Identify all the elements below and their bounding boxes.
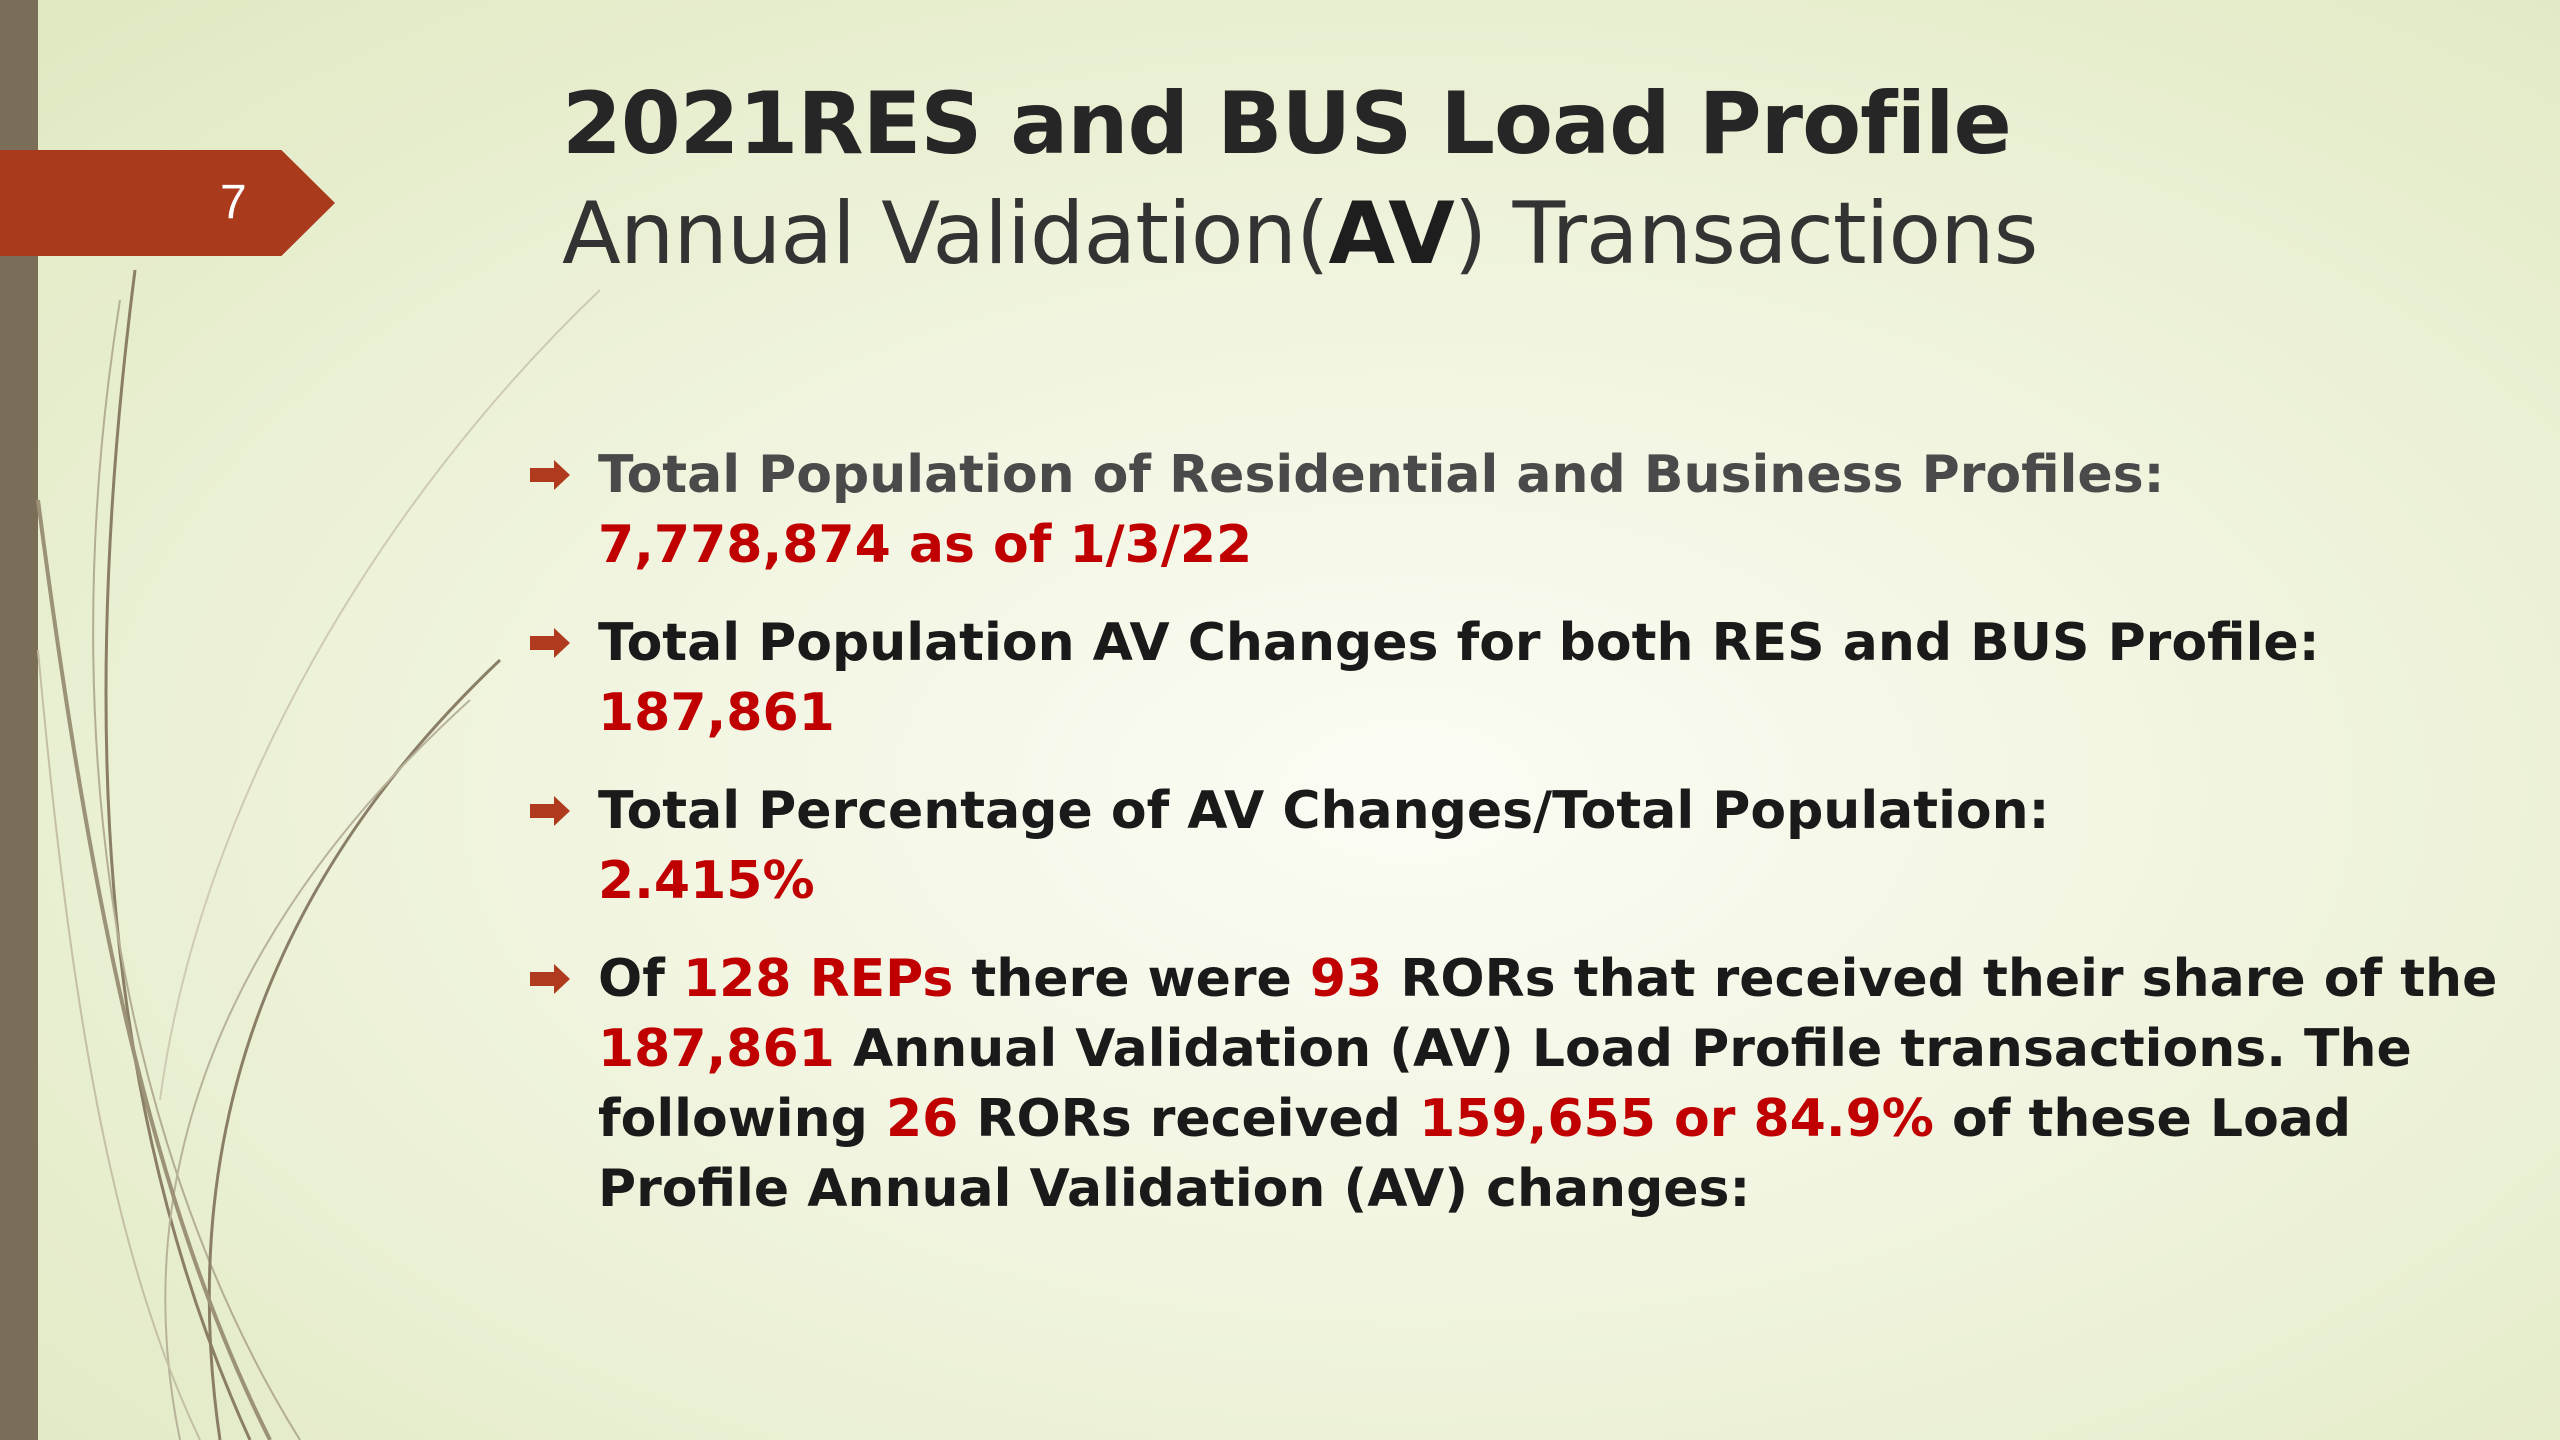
- bullet-ror-summary: [530, 944, 2520, 1224]
- bullet-label: Total Population of Residential and Business Profiles:: [598, 445, 2165, 505]
- text-segment: there were: [953, 949, 1310, 1009]
- slide-number-tab: [0, 150, 335, 256]
- top-ror-count: 26: [885, 1089, 959, 1149]
- top-ror-share: 159,655 or 84.9%: [1419, 1089, 1934, 1149]
- text-segment: of these Load Profile Annual Validation (AV) changes:: [598, 1089, 2352, 1219]
- bullet-value: 2.415%: [598, 851, 815, 911]
- bullet-value: 187,861: [598, 683, 835, 743]
- arrow-bullet-icon: [530, 460, 570, 490]
- bullet-value: 7,778,874 as of 1/3/22: [598, 515, 1253, 575]
- text-segment: RORs that received their share of the: [1382, 949, 2498, 1009]
- slide-subtitle: Annual Validation(AV) Transactions: [562, 184, 2038, 284]
- ror-count: 93: [1309, 949, 1383, 1009]
- slide-title: 2021RES and BUS Load Profile: [562, 74, 2011, 174]
- text-segment: RORs received: [958, 1089, 1420, 1149]
- arrow-bullet-icon: [530, 628, 570, 658]
- arrow-bullet-icon: [530, 796, 570, 826]
- av-transaction-count: 187,861: [598, 1019, 835, 1079]
- text-segment: Annual Validation (AV) Load Profile transactions. The following: [598, 1019, 2412, 1149]
- bullet-list: [530, 440, 2520, 1252]
- bullet-label: Total Population AV Changes for both RES and BUS Profile:: [598, 613, 2320, 673]
- bullet-label: Total Percentage of AV Changes/Total Population:: [598, 781, 2050, 841]
- bullet-percentage: [530, 776, 2520, 916]
- bullet-total-population: [530, 440, 2520, 580]
- text-segment: Of: [598, 949, 683, 1009]
- slide-number: 7: [220, 176, 247, 229]
- rep-count: 128 REPs: [682, 949, 954, 1009]
- bullet-av-changes: [530, 608, 2520, 748]
- arrow-bullet-icon: [530, 964, 570, 994]
